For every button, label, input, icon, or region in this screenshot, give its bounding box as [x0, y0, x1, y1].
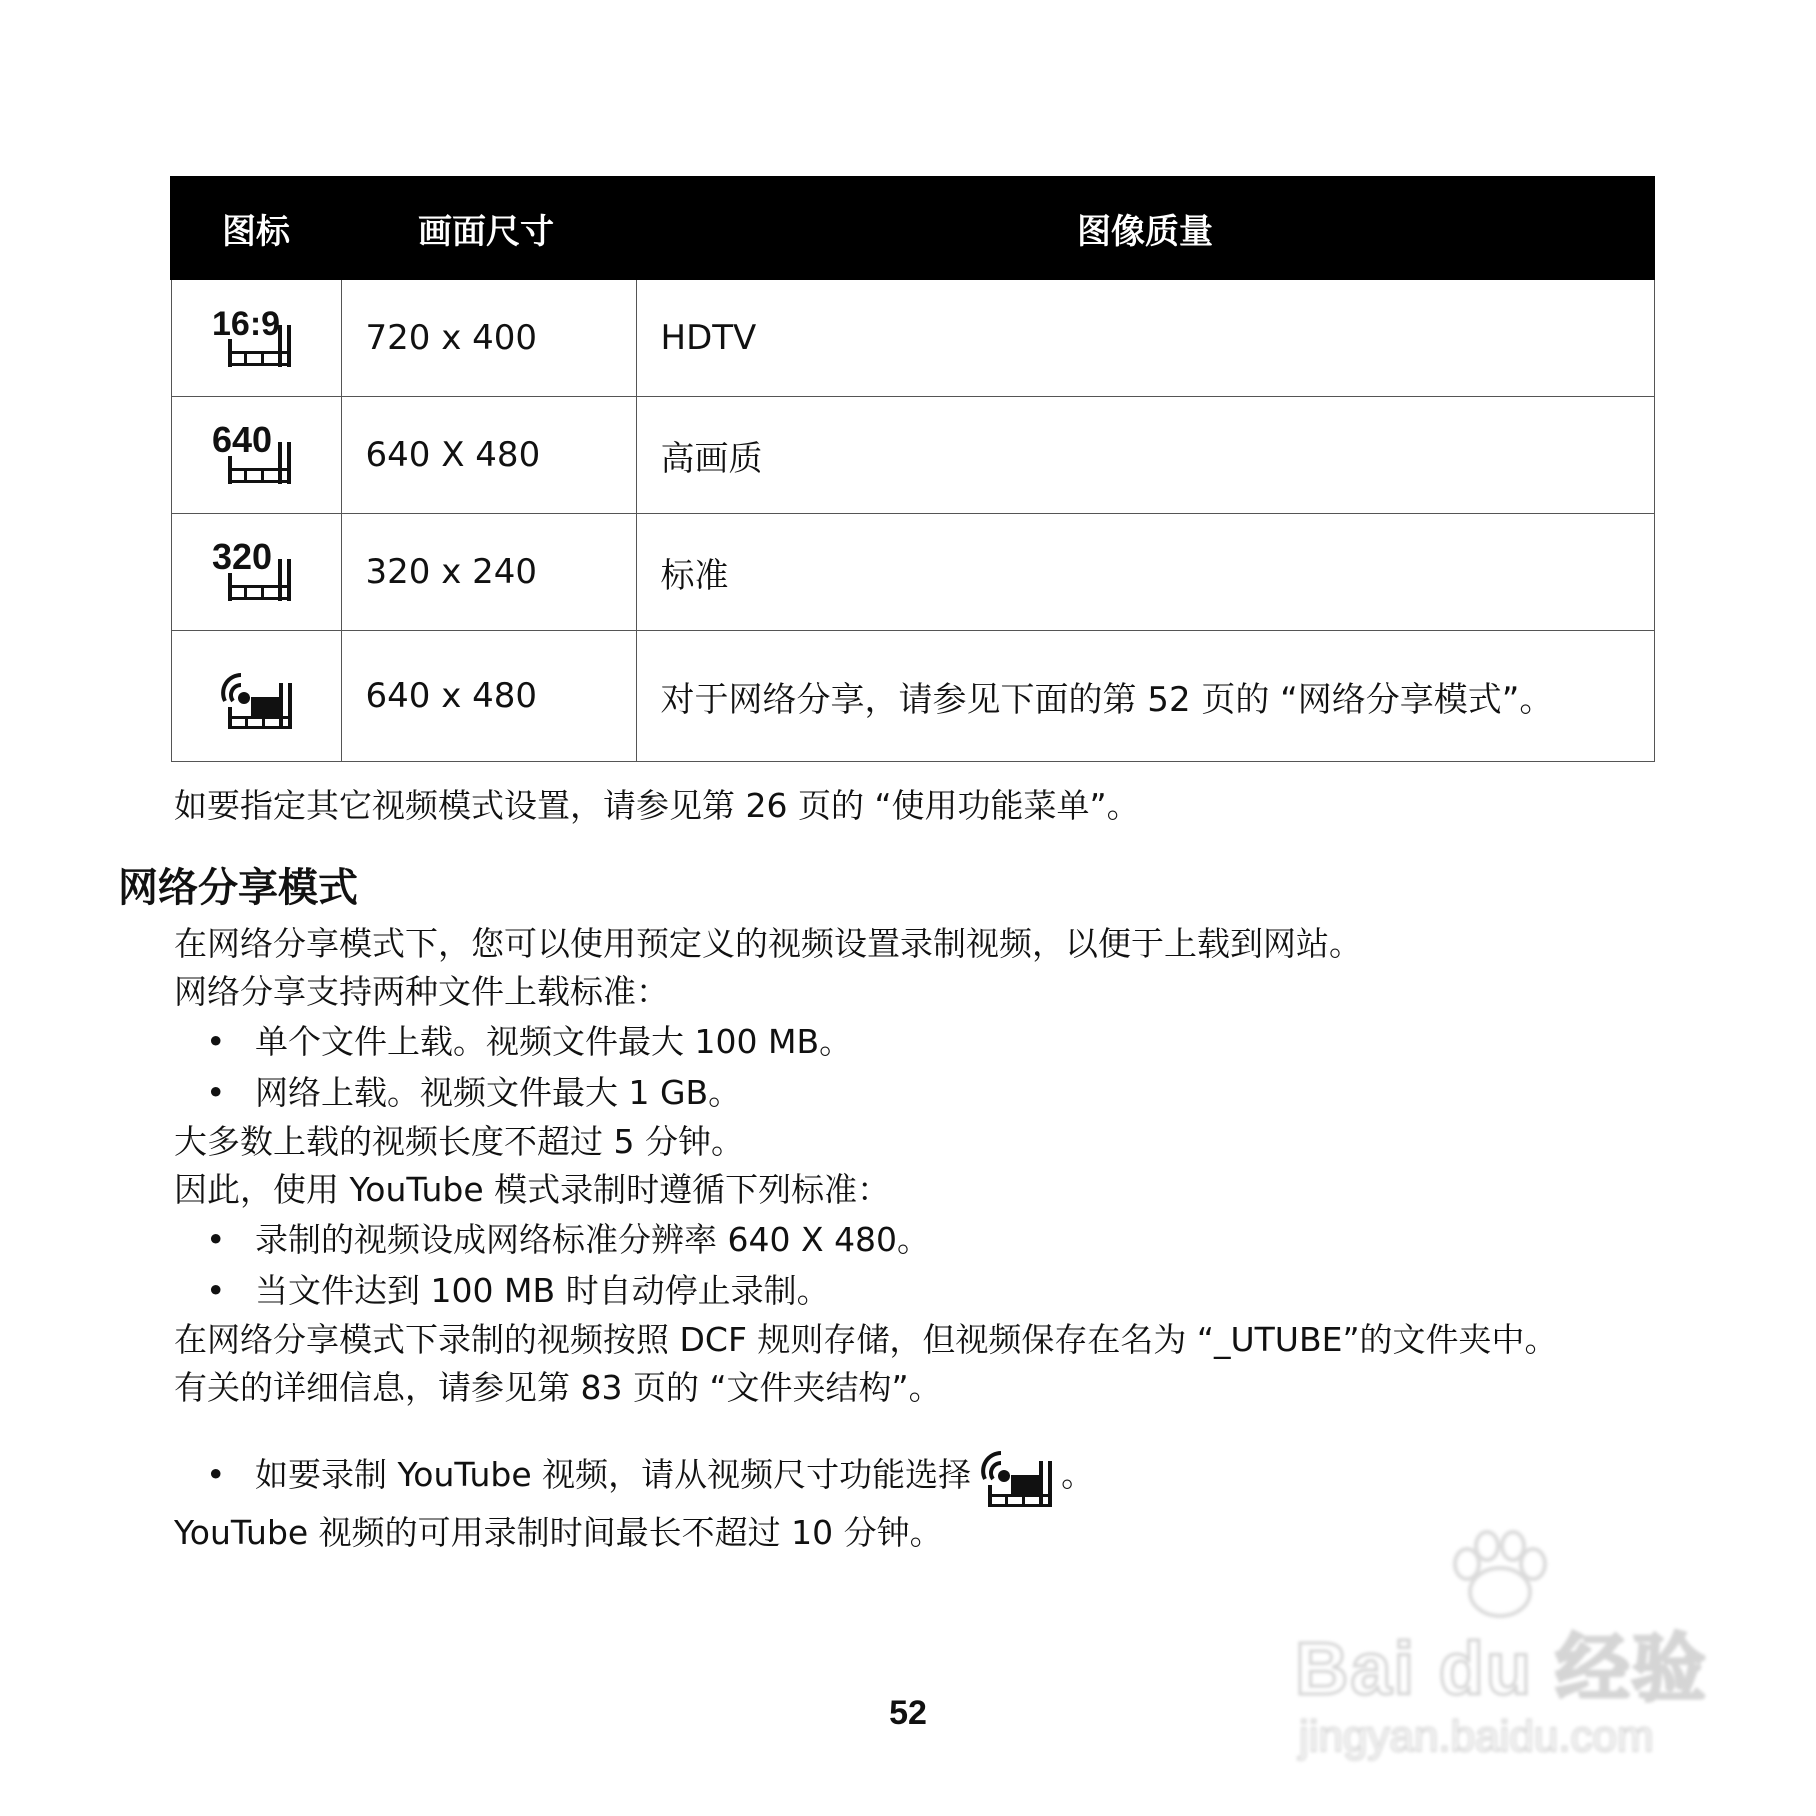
table-row [171, 279, 1654, 397]
list-item-text: 当文件达到 100 MB 时自动停止录制。 [255, 1271, 830, 1310]
paragraph: 有关的详细信息，请参见第 83 页的 “文件夹结构”。 [174, 1368, 942, 1407]
header-size: 画面尺寸 [341, 177, 636, 279]
row-icon-cell [171, 514, 341, 631]
baidu-jingyan-watermark [1295, 1530, 1715, 1770]
list-item-text: 网络上载。视频文件最大 1 GB。 [255, 1073, 742, 1112]
row-icon-cell [171, 279, 341, 397]
row-quality-cell: 高画质 [636, 397, 1654, 514]
bullet-icon: • [206, 1455, 226, 1494]
paragraph: 网络分享支持两种文件上载标准： [174, 972, 669, 1011]
table-row [171, 631, 1654, 762]
table-note: 如要指定其它视频模式设置，请参见第 26 页的 “使用功能菜单”。 [174, 786, 1140, 825]
paragraph: YouTube 视频的可用录制时间最长不超过 10 分钟。 [174, 1512, 943, 1552]
row-quality-cell: 对于网络分享，请参见下面的第 52 页的 “网络分享模式”。 [636, 631, 1654, 762]
table-header-row [171, 177, 1654, 279]
section-body [174, 920, 1734, 1557]
table-row [171, 514, 1654, 631]
video-size-table [170, 176, 1655, 762]
row-size-cell: 640 x 480 [341, 631, 636, 762]
paragraph: 在网络分享模式下，您可以使用预定义的视频设置录制视频，以便于上载到网站。 [174, 924, 1362, 963]
header-icon: 图标 [171, 177, 341, 279]
row-size-cell: 320 x 240 [341, 514, 636, 631]
icon-label: 16:9 [212, 305, 281, 343]
paragraph: 大多数上载的视频长度不超过 5 分钟。 [174, 1122, 744, 1161]
page-number: 52 [889, 1694, 927, 1732]
header-quality: 图像质量 [636, 177, 1654, 279]
row-size-cell: 720 x 400 [341, 279, 636, 397]
list-item [174, 1016, 1734, 1067]
list-item-text: 录制的视频设成网络标准分辨率 640 X 480。 [255, 1220, 931, 1259]
row-quality-cell: HDTV [636, 279, 1654, 397]
paragraph: 因此，使用 YouTube 模式录制时遵循下列标准： [174, 1170, 891, 1209]
icon-label: 320 [212, 539, 273, 577]
list-item [174, 1265, 1734, 1316]
row-icon-cell [171, 631, 341, 762]
row-quality-cell: 标准 [636, 514, 1654, 631]
list-item-text: 如要录制 YouTube 视频，请从视频尺寸功能选择 [255, 1455, 972, 1494]
section-title: 网络分享模式 [118, 865, 358, 911]
list-item [174, 1442, 1734, 1509]
list-item-text: 单个文件上载。视频文件最大 100 MB。 [255, 1022, 853, 1061]
video-youtube-icon [971, 1439, 1061, 1509]
video-640-icon [211, 422, 301, 488]
bullet-icon: • [206, 1220, 226, 1259]
video-youtube-icon [211, 661, 301, 731]
paragraph: 在网络分享模式下录制的视频按照 DCF 规则存储，但视频保存在名为 “_UTUBE”的文件夹中。 [174, 1320, 1558, 1359]
bullet-icon: • [206, 1073, 226, 1112]
icon-label: 640 [212, 422, 273, 460]
watermark-sub: jingyan.baidu.com [1299, 1712, 1654, 1761]
video-16-9-icon [211, 305, 301, 371]
watermark-main: Bai du 经验 [1295, 1627, 1708, 1710]
row-size-cell: 640 X 480 [341, 397, 636, 514]
paw-logo-icon [1445, 1530, 1555, 1620]
list-item [174, 1214, 1734, 1265]
row-icon-cell [171, 397, 341, 514]
bullet-icon: • [206, 1022, 226, 1061]
bullet-icon: • [206, 1271, 226, 1310]
list-item-suffix: 。 [1061, 1455, 1095, 1494]
list-item [174, 1067, 1734, 1118]
table-row [171, 397, 1654, 514]
video-320-icon [211, 539, 301, 605]
